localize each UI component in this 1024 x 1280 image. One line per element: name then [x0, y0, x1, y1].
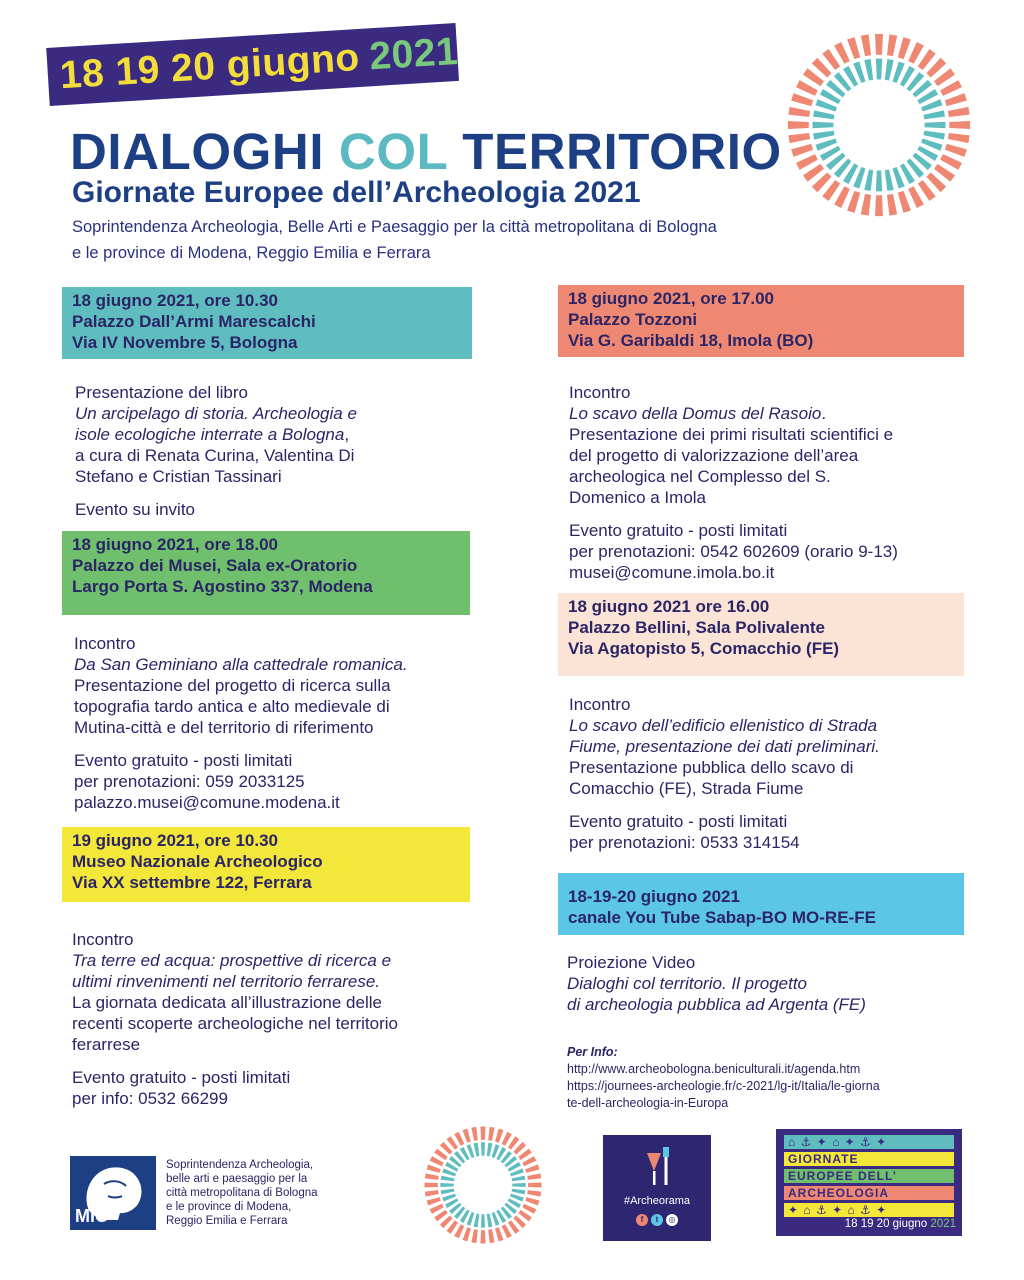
event-body-imola	[569, 382, 989, 583]
mandala-outer-segment	[834, 42, 850, 64]
event-body-modena	[74, 633, 494, 813]
page-subtitle: Giornate Europee dell’Archeologia 2021	[72, 176, 641, 209]
event-desc: Comacchio (FE), Strada Fiume	[569, 779, 804, 798]
mandala-outer-segment	[527, 1173, 541, 1180]
mic-text-line: e le province di Modena,	[166, 1201, 292, 1213]
mic-logo	[70, 1156, 156, 1230]
mandala-inner-segment	[923, 131, 944, 140]
mandala-outer-segment	[796, 80, 818, 96]
event-place: Palazzo Dall’Armi Marescalchi	[72, 312, 316, 331]
mandala-outer-segment	[522, 1204, 536, 1214]
event-address: Largo Porta S. Agostino 337, Modena	[72, 577, 373, 596]
mandala-outer-segment	[788, 107, 810, 117]
event-title: Lo scavo della Domus del Rasoio	[569, 404, 822, 423]
event-place: Palazzo Bellini, Sala Polivalente	[568, 618, 825, 637]
event-phone: per prenotazioni: 0542 602609 (orario 9-13)	[569, 542, 898, 561]
gea-dates: 18 19 20 giugno	[844, 1218, 928, 1230]
mandala-outer-segment	[948, 133, 970, 143]
gea-row: GIORNATE	[784, 1152, 954, 1166]
twitter-icon[interactable]: t	[651, 1214, 663, 1226]
mandala-outer-segment	[528, 1182, 541, 1187]
mandala-outer-segment	[949, 121, 970, 129]
event-when: 19 giugno 2021, ore 10.30	[72, 831, 278, 850]
mandala-outer-segment	[527, 1190, 541, 1197]
event-title: Un arcipelago di storia. Archeologia e	[75, 404, 357, 423]
event-header-modena	[62, 531, 470, 615]
event-type: Presentazione del libro	[75, 383, 248, 402]
event-header-comacchio	[558, 593, 964, 676]
event-desc: Stefano e Cristian Tassinari	[75, 467, 282, 486]
event-note: Evento gratuito - posti limitati	[569, 812, 788, 831]
event-body-comacchio	[569, 694, 989, 853]
mandala-outer-segment	[495, 1129, 503, 1143]
event-desc: Presentazione del progetto di ricerca sulla	[74, 676, 391, 695]
mandala-inner-segment	[813, 110, 834, 119]
event-address: Via Agatopisto 5, Comacchio (FE)	[568, 639, 840, 658]
event-title: Dialoghi col territorio. Il progetto	[567, 974, 808, 993]
event-desc: recenti scoperte archeologiche nel territorio	[72, 1014, 399, 1033]
archeorama-logo	[603, 1135, 711, 1241]
mandala-outer-segment	[898, 191, 911, 213]
event-body-ferrara	[72, 929, 502, 1109]
mandala-outer-segment	[788, 121, 809, 129]
instagram-icon[interactable]: ◎	[666, 1214, 678, 1226]
banner-dates: 18 19 20 giugno	[58, 35, 361, 98]
event-note: Evento gratuito - posti limitati	[74, 751, 293, 770]
event-when: 18 giugno 2021 ore 16.00	[568, 597, 770, 616]
mandala-inner-segment	[441, 1189, 455, 1195]
mandala-inner-segment	[512, 1189, 526, 1195]
event-place: Palazzo dei Musei, Sala ex-Oratorio	[72, 556, 358, 575]
mandala-outer-segment	[454, 1132, 464, 1146]
mandala-inner-segment	[474, 1143, 480, 1157]
info-link-journees-cont[interactable]: te-dell-archeologia-in-Europa	[567, 1096, 729, 1110]
event-title: Da San Geminiano alla cattedrale romanica.	[74, 655, 408, 674]
intro-line: Soprintendenza Archeologia, Belle Arti e Paesaggio per la città metropolitana di Bologna	[72, 218, 717, 236]
mandala-outer-segment	[463, 1227, 471, 1241]
mic-text-line: Reggio Emilia e Ferrara	[166, 1215, 288, 1227]
mandala-inner-segment	[876, 59, 882, 80]
mandala-outer-segment	[875, 34, 883, 55]
mandala-inner-segment	[813, 122, 834, 128]
event-desc: archeologica nel Complesso del S.	[569, 467, 831, 486]
mandala-outer-segment	[945, 144, 967, 157]
mandala-outer-segment	[430, 1204, 444, 1214]
event-when: 18 giugno 2021, ore 17.00	[568, 289, 774, 308]
mandala-outer-segment	[522, 1156, 536, 1166]
mandala-outer-segment	[940, 80, 962, 96]
info-section	[567, 1044, 987, 1112]
event-when: 18 giugno 2021, ore 18.00	[72, 535, 278, 554]
mandala-outer-segment	[908, 42, 924, 64]
gea-row: ARCHEOLOGIA	[784, 1186, 954, 1200]
archeorama-hashtag: #Archeorama	[623, 1195, 691, 1207]
event-header-imola	[558, 285, 964, 357]
event-desc: Mutina-città e del territorio di riferimento	[74, 718, 374, 737]
mandala-logo-bottom	[422, 1124, 544, 1246]
event-place: Palazzo Tozzoni	[568, 310, 698, 329]
info-link-journees[interactable]: https://journees-archeologie.fr/c-2021/lg-it/Italia/le-giorna	[567, 1079, 880, 1093]
event-note: Evento gratuito - posti limitati	[569, 521, 788, 540]
event-desc: Presentazione pubblica dello scavo di	[569, 758, 854, 777]
mandala-outer-segment	[480, 1126, 485, 1139]
mandala-outer-segment	[948, 107, 970, 117]
trowel-brush-icon	[603, 1135, 711, 1195]
mandala-inner-segment	[864, 169, 873, 190]
event-title: Fiume, presentazione dei dati preliminari.	[569, 737, 880, 756]
event-title-suffix: ,	[344, 425, 350, 444]
mandala-inner-segment	[923, 110, 944, 119]
event-when: 18-19-20 giugno 2021	[568, 887, 740, 906]
event-header-bologna	[62, 287, 472, 359]
mandala-outer-segment	[791, 93, 813, 106]
event-title-suffix: .	[821, 404, 827, 423]
event-phone: per info: 0532 66299	[72, 1089, 228, 1108]
mandala-outer-segment	[796, 154, 818, 170]
event-desc: a cura di Renata Curina, Valentina Di	[75, 446, 355, 465]
mandala-outer-segment	[495, 1227, 503, 1241]
event-type: Incontro	[569, 695, 631, 714]
event-title-line	[569, 403, 989, 424]
mandala-inner-segment	[512, 1183, 525, 1187]
event-type: Incontro	[72, 930, 134, 949]
event-channel[interactable]: canale You Tube Sabap-BO MO-RE-FE	[568, 908, 876, 927]
mandala-outer-segment	[834, 186, 850, 208]
event-title: Tra terre ed acqua: prospettive di ricerca e	[72, 951, 392, 970]
mandala-outer-segment	[471, 1229, 478, 1243]
mandala-outer-segment	[424, 1182, 437, 1187]
mandala-outer-segment	[791, 144, 813, 157]
page-title	[70, 122, 782, 181]
event-type: Incontro	[74, 634, 136, 653]
mandala-outer-segment	[875, 195, 883, 216]
info-label: Per Info:	[567, 1045, 618, 1059]
event-note: Evento su invito	[75, 500, 196, 519]
mandala-inner-segment	[481, 1142, 485, 1155]
mandala-outer-segment	[945, 93, 967, 106]
event-title: isole ecologiche interrate a Bologna	[75, 425, 345, 444]
intro-text	[72, 214, 852, 266]
event-body-youtube	[567, 952, 987, 1015]
event-when: 18 giugno 2021, ore 10.30	[72, 291, 278, 310]
event-title: Lo scavo dell’edificio ellenistico di Strada	[569, 716, 878, 735]
mandala-outer-segment	[847, 37, 860, 59]
event-address: Via IV Novembre 5, Bologna	[72, 333, 298, 352]
gea-year: 2021	[930, 1218, 956, 1230]
event-desc: del progetto di valorizzazione dell’area	[569, 446, 859, 465]
event-email[interactable]: musei@comune.imola.bo.it	[569, 563, 775, 582]
event-body-bologna	[75, 382, 495, 520]
mandala-outer-segment	[525, 1165, 539, 1173]
mandala-outer-segment	[425, 1173, 439, 1180]
mandala-outer-segment	[502, 1224, 512, 1238]
event-phone: per prenotazioni: 059 2033125	[74, 772, 305, 791]
mandala-outer-segment	[425, 1190, 439, 1197]
mandala-outer-segment	[898, 37, 911, 59]
mandala-outer-segment	[861, 194, 871, 216]
mandala-outer-segment	[908, 186, 924, 208]
mandala-logo-top	[784, 30, 974, 220]
mandala-outer-segment	[788, 133, 810, 143]
event-type: Proiezione Video	[567, 953, 696, 972]
mandala-outer-segment	[454, 1224, 464, 1238]
mandala-outer-segment	[887, 34, 897, 56]
mandala-outer-segment	[940, 154, 962, 170]
title-col: COL	[338, 123, 448, 180]
gea-symbol-strip: ✦ ⌂ ⚓ ✦ ⌂ ⚓ ✦	[784, 1203, 954, 1217]
event-desc: Domenico a Imola	[569, 488, 707, 507]
event-desc: topografia tardo antica e alto medievale di	[74, 697, 390, 716]
event-header-youtube	[558, 873, 964, 935]
title-territorio: TERRITORIO	[462, 123, 782, 180]
event-address: Via G. Garibaldi 18, Imola (BO)	[568, 331, 814, 350]
mandala-outer-segment	[847, 191, 860, 213]
banner-year: 2021	[368, 29, 460, 79]
mandala-inner-segment	[876, 171, 882, 192]
event-title: di archeologia pubblica ad Argenta (FE)	[567, 995, 866, 1014]
event-address: Via XX settembre 122, Ferrara	[72, 873, 312, 892]
gea-row: EUROPEE DELL’	[784, 1169, 954, 1183]
event-note: Evento gratuito - posti limitati	[72, 1068, 291, 1087]
mandala-inner-segment	[487, 1214, 493, 1228]
mandala-inner-segment	[885, 169, 894, 190]
gea-symbol-strip: ⌂ ⚓ ✦ ⌂ ✦ ⚓ ✦	[784, 1135, 954, 1149]
mic-institution-text	[166, 1158, 356, 1228]
mandala-outer-segment	[525, 1197, 539, 1205]
mandala-inner-segment	[813, 131, 834, 140]
info-link-archeobologna[interactable]: http://www.archeobologna.beniculturali.it/agenda.htm	[567, 1062, 861, 1076]
mandala-outer-segment	[427, 1197, 441, 1205]
event-phone: per prenotazioni: 0533 314154	[569, 833, 800, 852]
mandala-outer-segment	[471, 1127, 478, 1141]
mandala-inner-segment	[441, 1176, 455, 1182]
event-place: Museo Nazionale Archeologico	[72, 852, 323, 871]
mic-text-line: città metropolitana di Bologna	[166, 1187, 318, 1199]
mandala-inner-segment	[440, 1183, 453, 1187]
mandala-outer-segment	[488, 1229, 495, 1243]
gea-logo	[776, 1129, 962, 1236]
mandala-outer-segment	[480, 1230, 485, 1243]
title-dialoghi: DIALOGHI	[70, 123, 325, 180]
mandala-inner-segment	[925, 122, 946, 128]
date-banner	[46, 23, 459, 106]
mandala-inner-segment	[885, 59, 894, 80]
gea-date	[776, 1218, 956, 1230]
intro-line: e le province di Modena, Reggio Emilia e Ferrara	[72, 244, 431, 262]
event-type: Incontro	[569, 383, 631, 402]
mandala-inner-segment	[512, 1176, 526, 1182]
mandala-outer-segment	[502, 1132, 512, 1146]
mandala-outer-segment	[427, 1165, 441, 1173]
mandala-outer-segment	[861, 34, 871, 56]
mandala-outer-segment	[463, 1129, 471, 1143]
mandala-inner-segment	[864, 59, 873, 80]
social-icons	[603, 1214, 711, 1226]
event-desc: ferarrese	[72, 1035, 141, 1054]
event-title: ultimi rinvenimenti nel territorio ferrarese.	[72, 972, 380, 991]
event-email[interactable]: palazzo.musei@comune.modena.it	[74, 793, 340, 812]
mandala-outer-segment	[887, 194, 897, 216]
mandala-inner-segment	[474, 1214, 480, 1228]
event-header-ferrara	[62, 827, 470, 902]
mic-text-line: belle arti e paesaggio per la	[166, 1173, 308, 1185]
mandala-inner-segment	[487, 1143, 493, 1157]
mandala-outer-segment	[430, 1156, 444, 1166]
event-title-line	[75, 424, 495, 445]
mic-text-line: Soprintendenza Archeologia,	[166, 1159, 314, 1171]
mandala-inner-segment	[481, 1214, 485, 1227]
mic-label: MiC	[75, 1206, 108, 1226]
mandala-outer-segment	[488, 1127, 495, 1141]
facebook-icon[interactable]: f	[636, 1214, 648, 1226]
event-desc: La giornata dedicata all’illustrazione delle	[72, 993, 382, 1012]
event-desc: Presentazione dei primi risultati scientifici e	[569, 425, 894, 444]
